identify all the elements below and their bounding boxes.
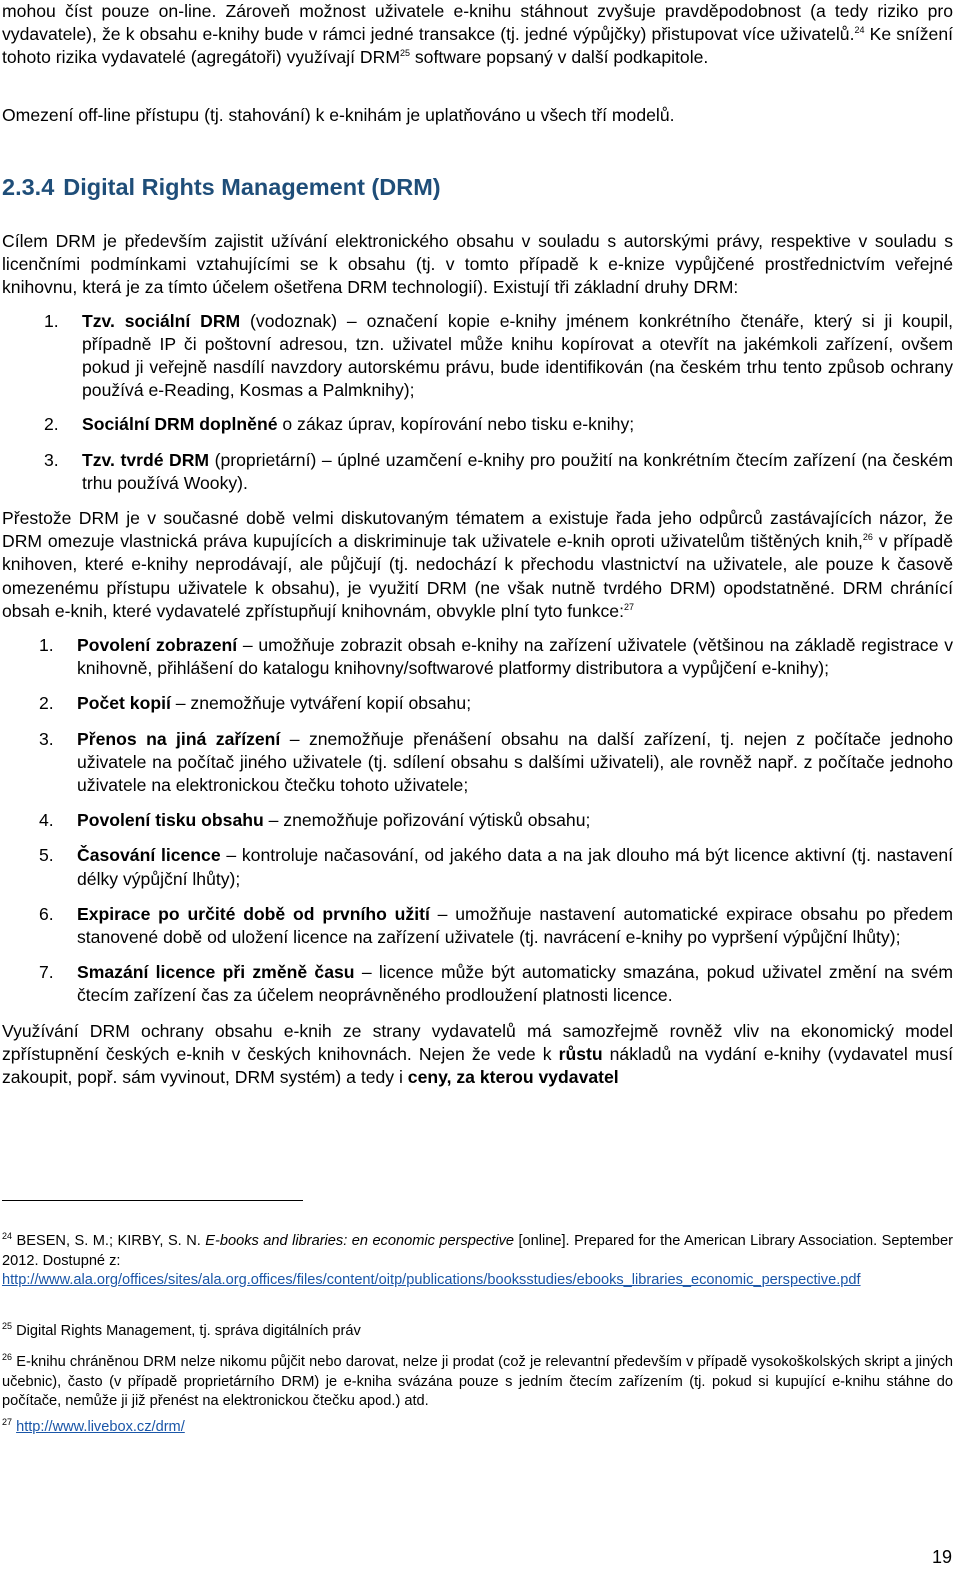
list-item: 2. Počet kopií – znemožňuje vytváření kopií obsahu; (39, 693, 472, 714)
drm-intro-paragraph: Cílem DRM je především zajistit užívání elektronického obsahu v souladu s autorskými právy, respektive v souladu s licenčními podmínkami vztahujícími se k obsahu (tj. v tomto případě k e-knize vypůjčené prostřednictvím veřejné knihovnu, která je za tímto účelem ošetřena DRM technologií). Existují tři základní druhy DRM: (2, 231, 953, 298)
list-item: 4. Povolení tisku obsahu – znemožňuje pořizování výtisků obsahu; (39, 810, 591, 831)
footnote-27: $^{27}$ http://www.livebox.cz/drm/ (2, 1417, 185, 1435)
list-item: 7. Smazání licence při změně času – licence může být automaticky smazána, pokud uživatel změní na svém čtecím zařízení čas za účelem neoprávněného prodloužení platnosti licence. (39, 962, 953, 1006)
footnote-27-link[interactable]: http://www.livebox.cz/drm/ (16, 1419, 185, 1435)
drm-functions-list (2, 634, 953, 1008)
list-item: 3. Tzv. tvrdé DRM (proprietární) – úplné uzamčení e-knihy pro použití na konkrétním čtecím zařízení (na českém trhu používá Wooky). (44, 449, 953, 493)
list-item: 2. Sociální DRM doplněné o zákaz úprav, kopírování nebo tisku e-knihy; (44, 414, 635, 435)
drm-body-paragraph: Přestože DRM je v současné době velmi diskutovaným tématem a existuje řada jeho odpůrců zastávajících názor, že DRM omezuje vlastnická práva kupujících a diskriminuje tak uživatele e-knih oproti uživatelům tištěných knih,$^{26}$ v případě knihoven, které e-knihy neprodávají, ale půjčují (tj. nedochází k přechodu vlastnictví na uživatele, ale pouze k časově omezenému přístupu uživatele k obsahu), je využití DRM (ne však nutně tvrdého DRM) opodstatněné. DRM chránící obsah e-knih, které vydavatelé zpřístupňují knihovnám, obvykle plní tyto funkce:$^{27}$ (2, 508, 953, 621)
intro-paragraph: mohou číst pouze on-line. Zároveň možnost uživatele e-knihu stáhnout zvyšuje pravděpodobnost (a tedy riziko pro vydavatele), že k obsahu e-knihy bude v rámci jedné transakce (tj. jedné výpůjčky) přistupovat více uživatelů.$^{24}$ Ke snížení tohoto rizika vydavatelé (agregátoři) využívají DRM$^{25}$ software popsaný v další podkapitole. (2, 1, 953, 68)
footnote-ref-25[interactable]: 25 (399, 48, 410, 59)
list-item: 1. Povolení zobrazení – umožňuje zobrazit obsah e-knihy na zařízení uživatele (většinou na základě registrace v knihovně, přihlášení do katalogu knihovny/softwarové platformy distributora a vypůjčení e-knihy); (39, 635, 954, 679)
list-item: 3. Přenos na jiná zařízení – znemožňuje přenášení obsahu na další zařízení, tj. nejen z počítače jednoho uživatele na počítač jiného uživatele (tj. sdílení obsahu s dalšími uživateli), ale rovněž např. z počítače jednoho uživatele na elektronickou čtečku tohoto uživatele; (39, 728, 953, 796)
footnote-24: $^{24}$ BESEN, S. M.; KIRBY, S. N. E-books and libraries: en economic perspective [online]. Prepared for the American Library Association. September 2012. Dostupné z: http://www.ala.org/offices/sites/ala.org.offices/files/content/oitp/publications/booksstudies/ebooks_libraries_economic_perspective.pdf (2, 1231, 953, 1289)
section-number: 2.3.4 (2, 174, 55, 200)
page-number: 19 (931, 1547, 952, 1567)
closing-paragraph: Využívání DRM ochrany obsahu e-knih ze strany vydavatelů má samozřejmě rovněž vliv na ekonomický model zpřístupnění českých e-knih v českých knihovnách. Nejen že vede k růstu nákladů na vydání e-knihy (vydavatel musí zakoupit, popř. sám vyvinout, DRM systém) a tedy i ceny, za kterou vydavatel (2, 1020, 953, 1088)
section-heading (2, 174, 441, 201)
footnote-ref-26[interactable]: 26 (862, 532, 873, 543)
list-item: 1. Tzv. sociální DRM (vodoznak) – označení kopie e-knihy jménem konkrétního čtenáře, který si ji koupil, případně IP či poštovní adresou, tzn. uživatel může knihu kopírovat a otevřít na jakémkoli zařízení, ovšem pokud ji veřejně nasdílí navzdory autorskému právu, bude identifikován (na českém trhu tento způsob ochrany používá e-Reading, Kosmas a Palmknihy); (44, 310, 953, 401)
section-body (2, 230, 953, 1089)
footnote-26: $^{26}$ E-knihu chráněnou DRM nelze nikomu půjčit nebo darovat, nelze ji prodat (což je relevantní především v případě vysokoškolských skript a jiných učebnic), často (v případě proprietárního DRM) je e-kniha svázána pouze s jedním čtecím zařízením (tj. pokud si kupující e-knihu stáhne do počítače, nemůže ji již přenést na elektronickou čtečku apod.) atd. (2, 1352, 953, 1410)
list-item: 6. Expirace po určité době od prvního užití – umožňuje nastavení automatické expirace obsahu po předem stanovené době od uložení licence na zařízení uživatele (tj. navrácení e-knihy po vypršení výpůjční lhůty); (39, 903, 954, 948)
footnote-ref-24[interactable]: 24 (854, 25, 865, 36)
section-title: Digital Rights Management (DRM) (63, 174, 441, 200)
footnote-24-link[interactable]: http://www.ala.org/offices/sites/ala.org.offices/files/content/oitp/publications/booksstudies/ebooks_libraries_economic_perspective.pdf (2, 1272, 861, 1289)
footnote-ref-27[interactable]: 27 (623, 601, 634, 612)
drm-types-list (2, 310, 953, 495)
footnote-25: $^{25}$ Digital Rights Management, tj. správa digitálních práv (2, 1321, 361, 1339)
list-item: 5. Časování licence – kontroluje načasování, od jakého data a na jak dlouho má být licence aktivní (tj. nastavení délky výpůjční lhůty); (39, 845, 953, 889)
footnote-divider (2, 1200, 303, 1201)
offline-paragraph: Omezení off-line přístupu (tj. stahování) k e-knihám je uplatňováno u všech tří modelů. (2, 105, 675, 125)
